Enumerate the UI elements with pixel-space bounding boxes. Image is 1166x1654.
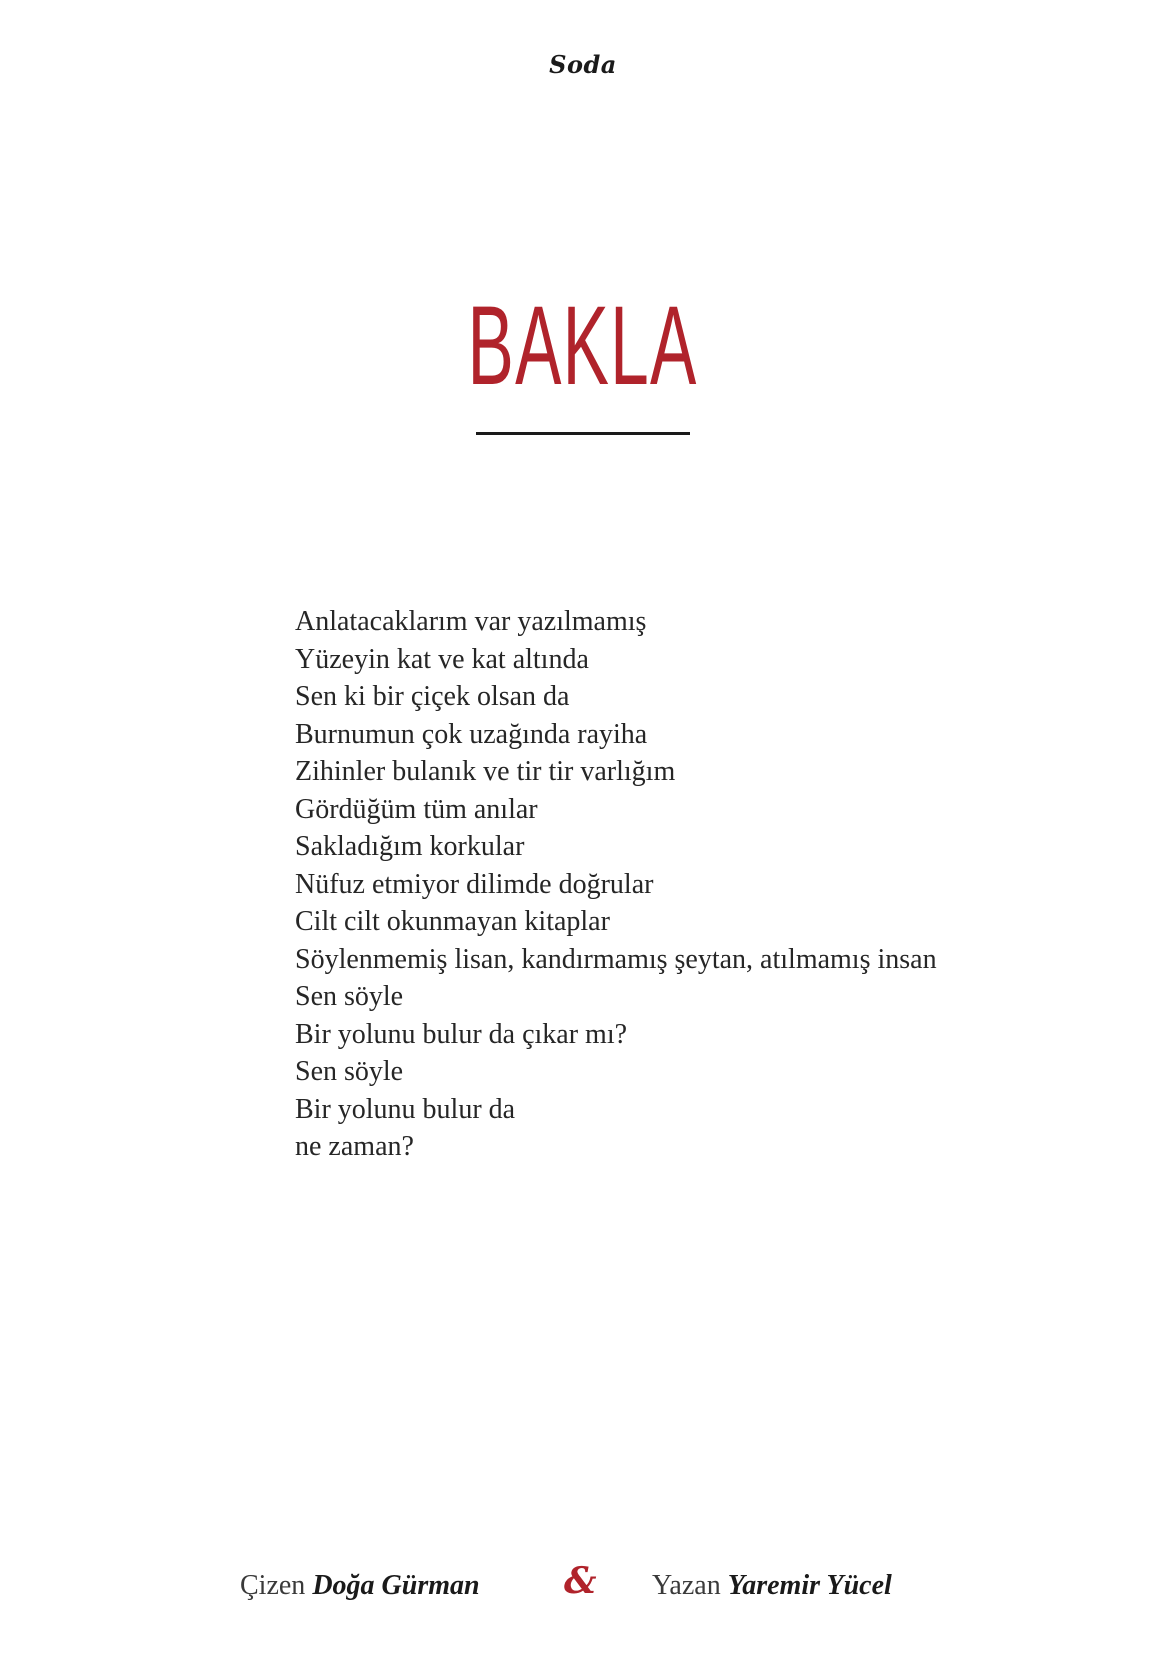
illustrator-credit: [240, 1570, 480, 1602]
writer-credit: [652, 1570, 892, 1602]
ampersand-separator: &: [564, 1560, 597, 1602]
poem-line: Bir yolunu bulur da çıkar mı?: [295, 1018, 628, 1050]
poem-line: Sakladığım korkular: [295, 831, 525, 862]
poem-line: Söylenmemiş lisan, kandırmamış şeytan, atılmamış insan: [295, 943, 937, 975]
title-underline: [476, 432, 690, 435]
poem-line: Zihinler bulanık ve tir tir varlığım: [295, 756, 676, 787]
poem-line: ne zaman?: [295, 1131, 414, 1162]
poem-line: Burnumun çok uzağında rayiha: [295, 718, 648, 750]
credits: [0, 1560, 1166, 1610]
poem-line: Anlatacaklarım var yazılmamış: [295, 606, 647, 637]
magazine-name: Soda: [549, 50, 617, 79]
illustrator-role: Çizen: [240, 1570, 306, 1601]
title-block: [0, 283, 1166, 408]
writer-name: Yaremir Yücel: [727, 1570, 892, 1601]
illustrator-name: Doğa Gürman: [312, 1570, 480, 1601]
poem-line: Bir yolunu bulur da: [295, 1093, 516, 1125]
poem-line: Sen söyle: [295, 981, 404, 1012]
poem-line: Nüfuz etmiyor dilimde doğrular: [295, 868, 654, 900]
poem-line: Cilt cilt okunmayan kitaplar: [295, 906, 610, 937]
writer-role: Yazan: [652, 1570, 721, 1601]
poem-line: Gördüğüm tüm anılar: [295, 793, 538, 825]
poem: [295, 603, 1115, 1166]
poem-line: Sen söyle: [295, 1056, 404, 1087]
page-title: BAKLA: [467, 283, 699, 408]
poem-line: Sen ki bir çiçek olsan da: [295, 681, 570, 712]
poem-line: Yüzeyin kat ve kat altında: [295, 643, 589, 675]
